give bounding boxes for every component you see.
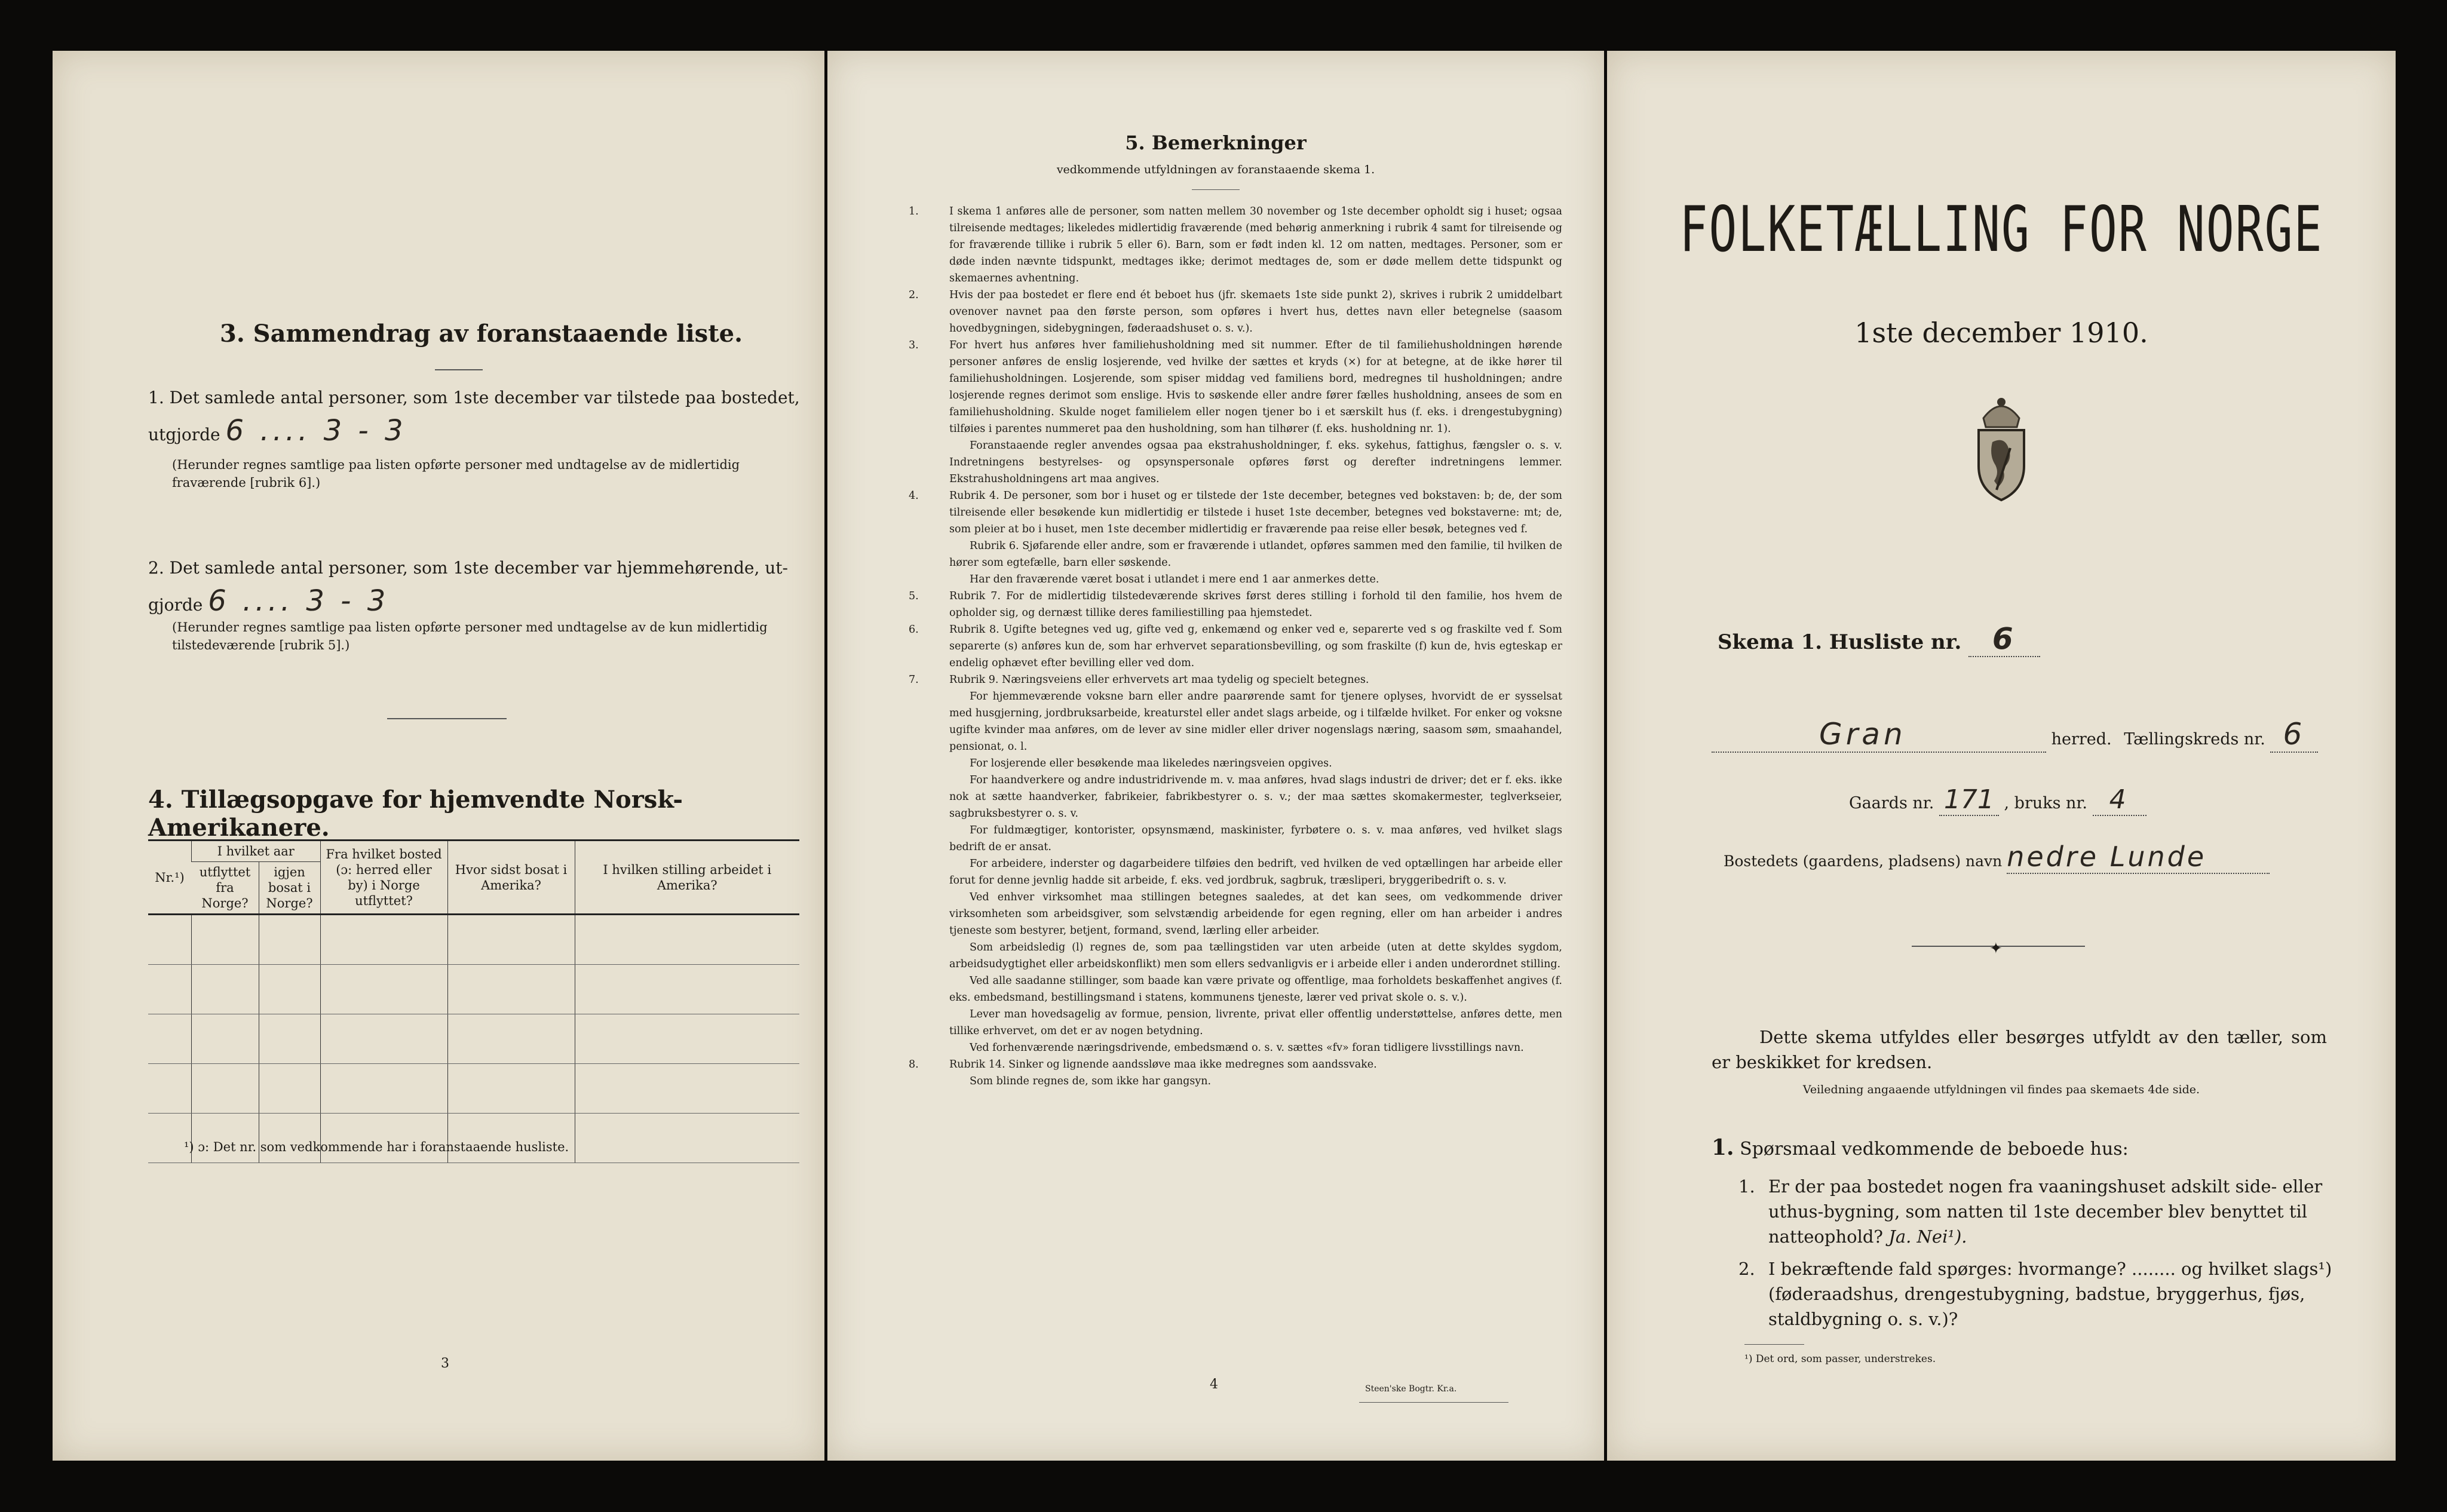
item1-line: [148, 415, 407, 450]
remark-paragraph: [929, 772, 1562, 822]
q1-title: Spørsmaal vedkommende de beboede hus:: [1740, 1139, 2129, 1160]
remark-paragraph: [909, 671, 1562, 688]
remark-text: Ved forhenværende næringsdrivende, embedsmænd o. s. v. sættes «fv» foran tidligere livsstillings navn.: [970, 1042, 1524, 1054]
q1-1-text: Er der paa bostedet nogen fra vaaningshuset adskilt side- eller uthus-bygning, som natten til 1ste december blev benyttet til natteophold?: [1768, 1176, 2323, 1247]
col-emigrated: utflyttet fra Norge?: [199, 865, 251, 910]
item2-label: gjorde: [148, 595, 203, 615]
remark-paragraph: [909, 337, 1562, 437]
right-footnote: ¹) Det ord, som passer, understrekes.: [1744, 1353, 1936, 1365]
remarks-title: 5. Bemerkninger: [1125, 131, 1307, 154]
bruks-value: 4: [2093, 784, 2147, 816]
remark-text: Som arbeidsledig (l) regnes de, som paa tællingstiden var uten arbeide (uten at dette skyldes sygdom, arbeidsudygtighet eller arbeidskonflikt) men som ellers sedvanligvis er i arbeide eller i anden underordnet stilling.: [949, 941, 1562, 970]
item2-line: [148, 585, 389, 621]
remark-text: For hvert hus anføres hver familiehusholdning med sit nummer. Efter de til familiehusholdningen hørende personer anføres de enslig losjerende, ved hvilke der sættes et kryds (×) for at betegne, at de ikke hører til familiehusholdningen. Losjerende, som spiser middag ved familiens bord, medregnes til husholdningen; andre losjerende regnes derimot som enslige. Hvis to søskende eller andre fører fælles husholdning, ansees de som en familiehusholdning. Skulde noget familielem eller nogen tjener bo i et særskilt hus (f. eks. i drengestubygning) tilføies i parentes nummeret paa den husholdning, som han tilhører (f. eks. husholdning nr. 1).: [949, 339, 1562, 435]
kreds-label: Tællingskreds nr.: [2124, 730, 2265, 749]
husliste-number: 6: [1968, 621, 2040, 657]
item1-note: (Herunder regnes samtlige paa listen opførte personer med undtagelse av de midlertidig fraværende [rubrik 6].): [172, 458, 740, 490]
remark-text: Rubrik 4. De personer, som bor i huset og er tilstede der 1ste december, betegnes ved bokstaven: b; de, der som tilreisende eller besøkende kun midlertidig er tilstede i huset 1ste december, betegnes ved bokstaverne: mt; de, som pleier at bo i huset, men 1ste december midlertidig er fraværende paa reise eller besøk, betegnes ved f.: [949, 490, 1562, 535]
divider: [1359, 1402, 1508, 1403]
col-last-residence: Hvor sidst bosat i Amerika?: [447, 841, 575, 915]
remark-number: 6.: [909, 624, 919, 636]
table-row: [148, 915, 799, 965]
remark-paragraph: [929, 755, 1562, 772]
remark-paragraph: [909, 588, 1562, 621]
remark-text: For losjerende eller besøkende maa likeledes næringsveien opgives.: [970, 757, 1332, 769]
remark-paragraph: [929, 1073, 1562, 1090]
husliste-line: [1718, 621, 2040, 657]
col-from-place: Fra hvilket bosted (ɔ: herred eller by) i Norge utflyttet?: [320, 841, 447, 915]
remark-text: For hjemmeværende voksne barn eller andre paarørende samt for tjenere oplyses, hvorvidt de er sysselsat med husgjerning, jordbruksarbeide, kreaturstel eller andet slags arbeide, og i tilfælde hvilket. For enker og voksne ugifte kvinder maa anføres, om de lever av sine midler eller driver nogenslags næring, saasom søm, smaahandel, pensionat, o. l.: [949, 691, 1562, 753]
page-number: 4: [1210, 1377, 1218, 1392]
remark-paragraph: [929, 889, 1562, 939]
col-occupation: I hvilken stilling arbeidet i Amerika?: [575, 841, 799, 915]
remark-paragraph: [909, 621, 1562, 671]
herred-line: [1712, 717, 2318, 753]
herred-value: Gran: [1712, 717, 2046, 753]
remark-text: Foranstaaende regler anvendes ogsaa paa ekstrahusholdninger, f. eks. sykehus, fattighus, fængsler o. s. v. Indretningens bestyrelses- og opsynspersonale opføres først og derefter indretningens lemmer. Ekstrahusholdningens art maa angives.: [949, 440, 1562, 485]
col-returned: igjen bosat i Norge?: [259, 862, 320, 915]
remarks-subtitle: vedkommende utfyldningen av foranstaaende skema 1.: [1056, 163, 1375, 176]
divider: [1744, 1344, 1804, 1345]
norsk-amerikanere-table: [148, 839, 799, 1163]
table-body: [148, 915, 799, 1163]
remark-text: Rubrik 8. Ugifte betegnes ved ug, gifte ved g, enkemænd og enker ved e, separerte ved s og fraskilte ved f. Som separerte (s) anføres kun de, som har erhvervet separationsbevilling, og som fraskilte (f) kun de, hvis egteskap er endelig ophævet efter bevilling eller ved dom.: [949, 624, 1562, 669]
remark-text: Hvis der paa bostedet er flere end ét beboet hus (jfr. skemaets 1ste side punkt 2), skrives i rubrik 2 umiddelbart ovenover navnet paa den første person, som opføres i hvert hus, dettes navn eller betegnelse (saasom hovedbygningen, sidebygningen, føderaadshuset o. s. v.).: [949, 289, 1562, 335]
divider: [387, 718, 507, 719]
divider: [435, 369, 483, 370]
q1-2: 2. I bekræftende fald spørges: hvormange? ........ og hvilket slags¹) (føderaadshus, drengestubygning, badstue, bryggerhus, fjøs, staldbygning o. s. v.)?: [1744, 1256, 2342, 1332]
remark-paragraph: [909, 287, 1562, 337]
remark-paragraph: [929, 855, 1562, 889]
remark-text: Lever man hovedsagelig av formue, pension, livrente, privat eller offentlig understøttelse, anføres dette, men tillike erhvervet, om det er av nogen betydning.: [949, 1008, 1562, 1037]
census-date: 1ste december 1910.: [1854, 317, 2148, 349]
remark-text: I skema 1 anføres alle de personer, som natten mellem 30 november og 1ste december opholdt sig i huset; ogsaa tilreisende medtages; likeledes midlertidig fraværende (med behørig anmerkning i rubrik 4 samt for tilreisende og for fraværende tillike i rubrik 5 eller 6). Barn, som er født inden kl. 12 om natten, medtages. Personer, som er døde inden nævnte tidspunkt, medtages ikke; derimot medtages de, som er døde mellem dette tidspunkt og skemaernes avhentning.: [949, 206, 1562, 284]
remark-paragraph: [909, 203, 1562, 287]
col-group-year: I hvilket aar: [192, 841, 321, 862]
remark-number: 1.: [909, 206, 919, 217]
kreds-value: 6: [2270, 717, 2318, 753]
table-row: [148, 965, 799, 1014]
gaards-value: 171: [1939, 784, 1999, 816]
item1-label: utgjorde: [148, 425, 220, 444]
census-title: FOLKETÆLLING FOR NORGE: [1679, 194, 2323, 266]
remark-number: 2.: [909, 289, 919, 301]
item2-value: 6 .... 3 - 3: [208, 584, 390, 618]
bruks-label: , bruks nr.: [2004, 794, 2087, 812]
remark-text: Har den fraværende været bosat i utlandet i mere end 1 aar anmerkes dette.: [970, 573, 1379, 585]
item1-text: 1. Det samlede antal personer, som 1ste december var tilstede paa bostedet,: [148, 388, 800, 407]
q1-1: 1. Er der paa bostedet nogen fra vaaningshuset adskilt side- eller uthus-bygning, som natten til 1ste december blev benyttet til natteophold? Ja. Nei¹).: [1738, 1176, 2323, 1247]
q1-2-text: I bekræftende fald spørges: hvormange? ........ og hvilket slags¹) (føderaadshus, drengestubygning, badstue, bryggerhus, fjøs, staldbygning o. s. v.)?: [1768, 1259, 2332, 1329]
bosted-label: Bostedets (gaardens, pladsens) navn: [1724, 852, 2003, 870]
remarks-list: [909, 203, 1562, 1090]
ornament-icon: ✦: [1989, 940, 2003, 958]
remark-paragraph: [909, 487, 1562, 538]
bosted-line: [1724, 841, 2270, 874]
remark-paragraph: [929, 571, 1562, 588]
remark-number: 4.: [909, 490, 919, 502]
q1-heading: 1. Spørsmaal vedkommende de beboede hus:: [1712, 1135, 2129, 1160]
remark-number: 7.: [909, 674, 919, 686]
remark-paragraph: [929, 437, 1562, 487]
remark-paragraph: [929, 973, 1562, 1006]
remark-paragraph: [929, 822, 1562, 855]
remark-paragraph: [929, 1006, 1562, 1039]
guidance-text: Veiledning angaaende utfyldningen vil findes paa skemaets 4de side.: [1802, 1083, 2200, 1096]
left-page: [53, 51, 824, 1461]
remark-text: Rubrik 7. For de midlertidig tilstedeværende skrives først deres stilling i forhold til den familie, hos hvem de opholder sig, og dernæst tillike deres familiestilling paa hjemstedet.: [949, 590, 1562, 619]
table-footnote: ¹) ɔ: Det nr. som vedkommende har i foranstaaende husliste.: [184, 1140, 569, 1154]
remark-paragraph: [909, 1056, 1562, 1073]
intro-text: Dette skema utfyldes eller besørges utfyldt av den tæller, som er beskikket for kredsen.: [1712, 1027, 2327, 1072]
remark-paragraph: [929, 688, 1562, 755]
printer-imprint: Steen'ske Bogtr. Kr.a.: [1365, 1384, 1457, 1394]
item2-text: 2. Det samlede antal personer, som 1ste december var hjemmehørende, ut-: [148, 558, 788, 578]
herred-label: herred.: [2051, 730, 2112, 749]
remark-text: For fuldmægtiger, kontorister, opsynsmænd, maskinister, fyrbøtere o. s. v. maa anføres, ved hvilket slags bedrift de er ansat.: [949, 824, 1562, 853]
remark-text: Ved alle saadanne stillinger, som baade kan være private og offentlige, maa forholdets beskaffenhet angives (f. eks. embedsmand, bestillingsmand i statens, kommunens tjeneste, lærer ved privat skole o. s. v.).: [949, 975, 1562, 1004]
remark-text: Rubrik 14. Sinker og lignende aandssløve maa ikke medregnes som aandssvake.: [949, 1059, 1377, 1071]
remark-number: 3.: [909, 339, 919, 351]
remark-paragraph: [929, 939, 1562, 973]
right-page: [1607, 51, 2396, 1461]
remark-text: Rubrik 6. Sjøfarende eller andre, som er fraværende i utlandet, opføres sammen med den familie, til hvilken de hører som egtefælle, barn eller søskende.: [949, 540, 1562, 569]
middle-page: [827, 51, 1604, 1461]
remark-text: For haandverkere og andre industridrivende m. v. maa anføres, hvad slags industri de driver; det er f. eks. ikke nok at sætte haandverker, fabrikeier, fabrikbestyrer o. s. v.; der maa sættes skomakermester, teglverkseier, sagbruksbestyrer o. s. v.: [949, 774, 1562, 820]
item1-value: 6 .... 3 - 3: [225, 414, 407, 447]
remark-text: For arbeidere, inderster og dagarbeidere tilføies den bedrift, ved hvilken de ved optællingen har arbeide eller forut for denne jevnlig hadde sit arbeide, f. eks. ved jordbruk, sagbruk, træsliperi, bryggeribedrift o. s. v.: [949, 858, 1562, 887]
section4-title: 4. Tillægsopgave for hjemvendte Norsk-Amerikanere.: [148, 786, 683, 842]
remark-text: Som blinde regnes de, som ikke har gangsyn.: [970, 1075, 1212, 1087]
skema-label: Skema 1. Husliste nr.: [1718, 630, 1962, 654]
divider: [1192, 189, 1240, 190]
remark-number: 5.: [909, 590, 919, 602]
item2-note: (Herunder regnes samtlige paa listen opførte personer med undtagelse av de kun midlertidig tilstedeværende [rubrik 5].): [172, 620, 768, 652]
remark-text: Ved enhver virksomhet maa stillingen betegnes saaledes, at det kan sees, om vedkommende driver virksomheten som arbeidsgiver, som selvstændig arbeidende for egen regning, eller om han arbeider i andres tjeneste som bestyrer, betjent, formand, svend, lærling eller arbeider.: [949, 891, 1562, 937]
remark-paragraph: [929, 1039, 1562, 1056]
norway-coat-of-arms-icon: [1965, 391, 2037, 505]
section3-title: 3. Sammendrag av foranstaaende liste.: [220, 320, 743, 348]
remark-number: 8.: [909, 1059, 919, 1071]
col-nr: Nr.¹): [148, 841, 192, 915]
remark-paragraph: [929, 538, 1562, 571]
page-number: 3: [441, 1356, 449, 1371]
remark-text: Rubrik 9. Næringsveiens eller erhvervets art maa tydelig og specielt betegnes.: [949, 674, 1369, 686]
table-row: [148, 1014, 799, 1064]
gaards-label: Gaards nr.: [1849, 794, 1934, 812]
q1-1-answer: Ja. Nei¹).: [1888, 1226, 1967, 1247]
table-row: [148, 1064, 799, 1114]
bosted-value: nedre Lunde: [2007, 841, 2270, 874]
gaards-line: [1849, 784, 2147, 816]
